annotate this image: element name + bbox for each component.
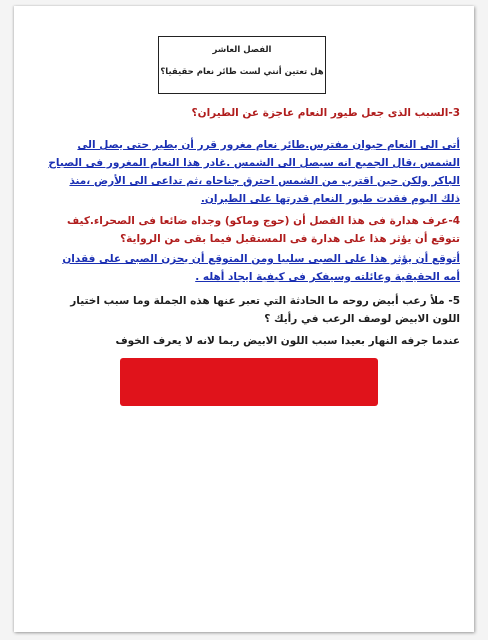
chapter-subtitle: هل تعتين أنني لست طائر نعام حقيقيا؟ (160, 67, 324, 77)
answer-3 (24, 136, 460, 208)
answer-3-line: أتى الى النعام حيوان مفترس.طائر نعام مغرور قرر أن يطير حتى يصل الى (77, 139, 460, 151)
document-page (14, 6, 474, 632)
answer-5-line: عندما جرفه النهار بعيدا سبب اللون الابيض ربما لانه لا يعرف الخوف (115, 335, 460, 347)
question-3-text: 3-السبب الذى جعل طيور النعام عاجزة عن الطيران؟ (191, 107, 460, 119)
redaction-box (120, 358, 378, 406)
answer-3-line: ذلك اليوم فقدت طيور النعام قدرتها على الطيران. (200, 193, 460, 205)
answer-3-line: الشمس ،قال الجميع انه سيصل الى الشمس .غادر هذا النعام المغرور فى الصباح (48, 157, 460, 169)
chapter-title-box (158, 36, 326, 94)
question-5-line: اللون الابيض لوصف الرعب في رأيك ؟ (264, 313, 460, 325)
answer-4-line: أتوقع أن يؤثر هذا على الصبى سلبيا ومن المتوقع أن يحزن الصبى على فقدان (62, 253, 460, 265)
answer-5 (24, 332, 460, 350)
answer-4-line: أمه الحقيقية وعائلته وسيفكر فى كيفية ايجاد أهله . (195, 271, 460, 283)
question-4-line: 4-عرف هدارة فى هذا الفصل أن (حوج وماكو) وجداه ضائعا فى الصحراء.كيف (67, 215, 460, 227)
question-3 (24, 104, 460, 122)
chapter-title: الفصل العاشر (212, 45, 272, 55)
question-5-line: 5- ملأ رعب أبيض روحه ما الحادثة التي تعبر عنها هذه الجملة وما سبب اختيار (70, 295, 460, 307)
answer-3-line: الباكر ولكن حين اقترب من الشمس احترق جناحاه ،ثم تداعى الى الأرض ،منذ (69, 175, 460, 187)
question-4 (24, 212, 460, 248)
answer-4 (24, 250, 460, 286)
question-5 (24, 292, 460, 328)
question-4-line: تتوقع أن يؤثر هذا على هدارة فى المستقبل فيما بقى من الرواية؟ (120, 233, 460, 245)
